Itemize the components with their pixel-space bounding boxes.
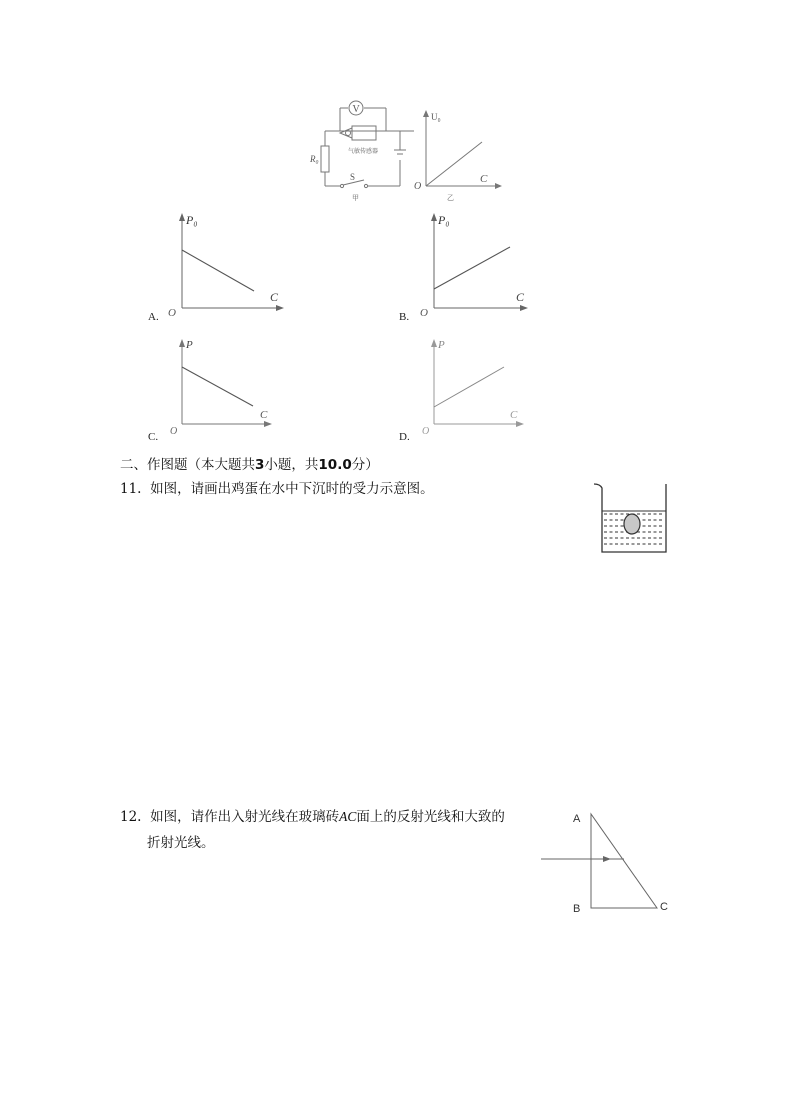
option-a-y-label: P₀ — [186, 213, 198, 227]
voltmeter-label: V — [352, 104, 360, 115]
vertex-c-label: C — [660, 901, 668, 913]
option-c-y-label: P — [186, 339, 193, 351]
beaker-egg-figure — [590, 480, 670, 556]
glass-prism-figure — [535, 800, 685, 920]
sensor-label: 气敏传感器 — [348, 148, 379, 155]
option-a-graph — [160, 204, 300, 324]
question-12-face: AC — [339, 809, 357, 824]
caption-yi: 乙 — [447, 194, 454, 202]
question-12-number: 12. — [120, 809, 142, 825]
option-a-letter[interactable]: A. — [148, 311, 159, 323]
egg-icon — [624, 514, 640, 534]
option-d-graph — [412, 332, 552, 444]
option-b-origin: O — [420, 307, 428, 319]
u0-axis-label: U₀ — [431, 112, 441, 122]
option-b-letter[interactable]: B. — [399, 311, 410, 323]
question-11-number: 11. — [120, 481, 142, 497]
circuit-figure — [300, 98, 510, 210]
section-score: 10.0 — [318, 457, 352, 473]
resistor-label: R₀ — [310, 154, 319, 164]
option-a-origin: O — [168, 307, 176, 319]
option-b-graph — [412, 204, 552, 324]
c-axis-label: C — [480, 173, 488, 185]
origin-label: O — [414, 181, 422, 192]
section-count: 3 — [255, 457, 265, 473]
caption-jia: 甲 — [352, 194, 359, 202]
option-c-x-label: C — [260, 409, 268, 421]
option-d-x-label: C — [510, 409, 518, 421]
vertex-b-label: B — [573, 903, 581, 915]
section-heading: 二、作图题（本大题共3小题，共10.0分） — [120, 457, 379, 473]
question-11 — [120, 476, 434, 502]
option-d-letter[interactable]: D. — [399, 431, 410, 443]
vertex-a-label: A — [573, 813, 581, 825]
question-12: 12. 如图，请作出入射光线在玻璃砖AC面上的反射光线和大致的 折射光线。 — [120, 809, 505, 851]
option-b-y-label: P₀ — [438, 213, 450, 227]
option-a-x-label: C — [270, 290, 279, 304]
option-c-origin: O — [170, 426, 178, 437]
option-b-x-label: C — [516, 290, 525, 304]
option-d-y-label: P — [438, 339, 445, 351]
switch-label: S — [350, 172, 356, 182]
option-c-graph — [160, 332, 300, 444]
question-11-text: 如图，请画出鸡蛋在水中下沉时的受力示意图。 — [150, 481, 434, 497]
option-c-letter[interactable]: C. — [148, 431, 159, 443]
option-d-origin: O — [422, 426, 430, 437]
